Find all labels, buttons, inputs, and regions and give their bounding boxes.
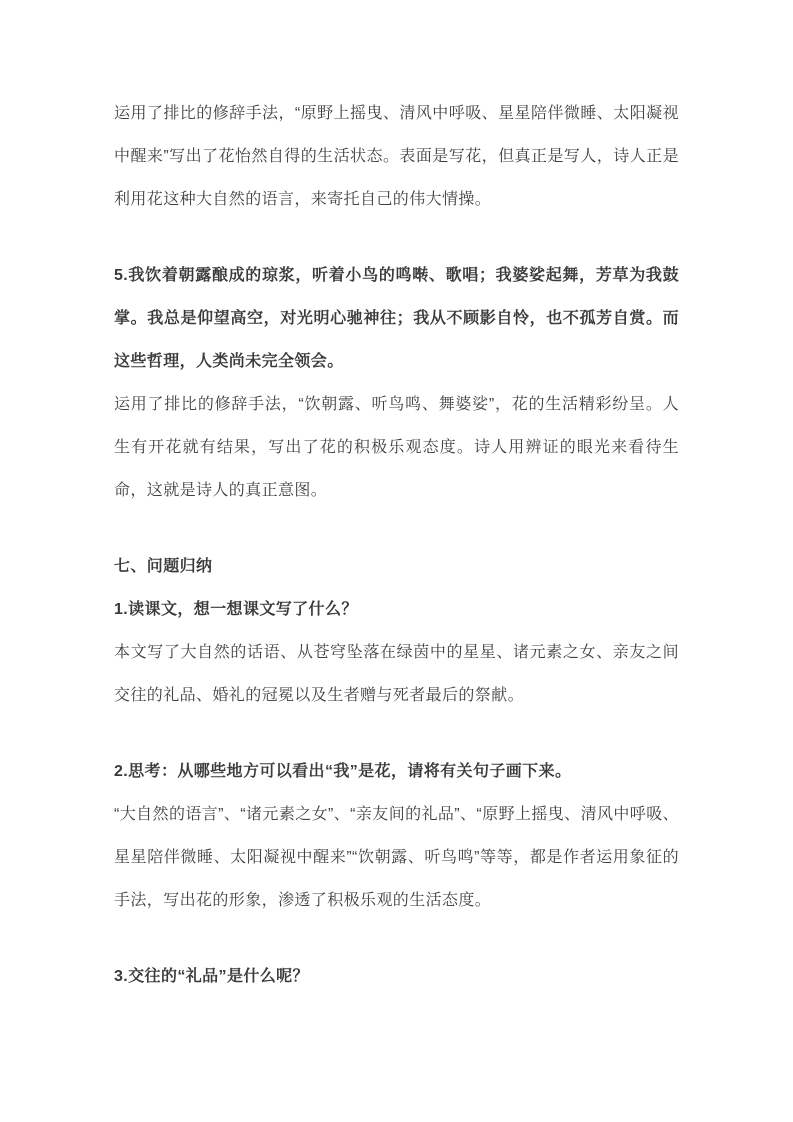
analysis-paragraph-5: 运用了排比的修辞手法，“饮朝露、听鸟鸣、舞婆娑”，花的生活精彩纷呈。人生有开花就有结果，写出了花的积极乐观态度。诗人用辨证的眼光来看待生命，这就是诗人的真正意图。 [114, 396, 679, 499]
question-3: 3.交往的“礼品”是什么呢？ [114, 968, 309, 985]
question-1: 1.读课文，想一想课文写了什么？ [114, 601, 358, 618]
section-heading: 七、问题归纳 [114, 558, 213, 575]
question-2: 2.思考：从哪些地方可以看出“我”是花，请将有关句子画下来。 [114, 763, 572, 780]
quote-paragraph-5: 5.我饮着朝露酿成的琼浆，听着小鸟的鸣啭、歌唱；我婆娑起舞，芳草为我鼓掌。我总是仰望高空，对光明心驰神往；我从不顾影自怜，也不孤芳自赏。而这些哲理，人类尚未完全领会。 [114, 267, 679, 370]
answer-2: “大自然的语言”、“诸元素之女”、“亲友间的礼品”、“原野上摇曳、清风中呼吸、星星陪伴微睡、太阳凝视中醒来”“饮朝露、听鸟鸣”等等，都是作者运用象征的手法，写出花的形象，渗透了积极乐观的生活态度。 [114, 806, 679, 909]
analysis-paragraph-4: 运用了排比的修辞手法，“原野上摇曳、清风中呼吸、星星陪伴微睡、太阳凝视中醒来”写出了花怡然自得的生活状态。表面是写花，但真正是写人，诗人正是利用花这种大自然的语言，来寄托自己的伟大情操。 [114, 105, 679, 208]
answer-1: 本文写了大自然的话语、从苍穹坠落在绿茵中的星星、诸元素之女、亲友之间交往的礼品、婚礼的冠冕以及生者赠与死者最后的祭献。 [114, 644, 679, 704]
